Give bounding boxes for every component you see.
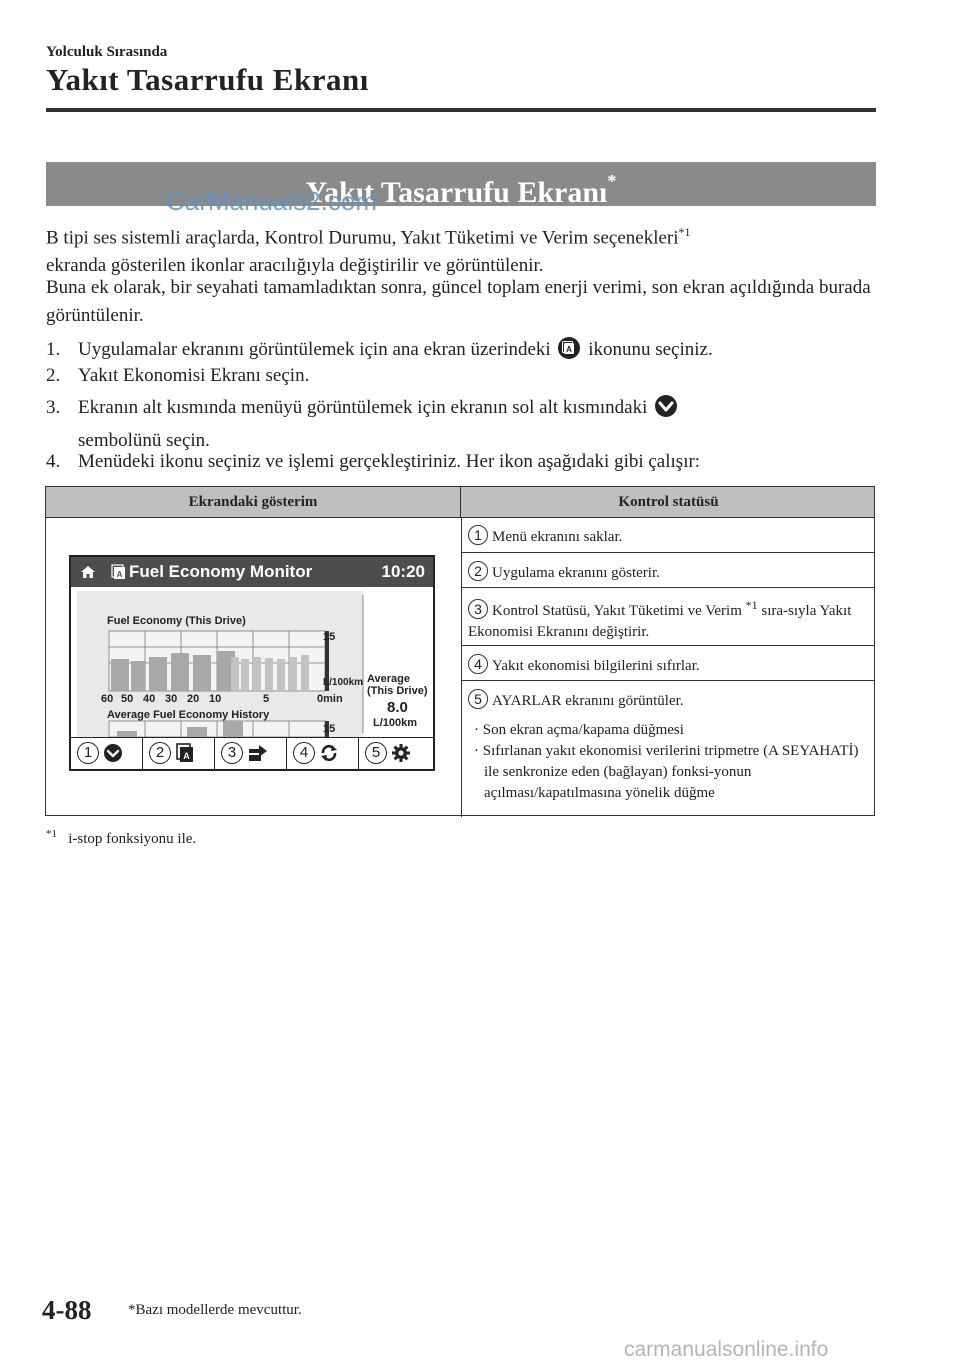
watermark-bottom[interactable]: carmanualsonline.info [624, 1338, 829, 1361]
callout-2: 2 [149, 742, 171, 764]
row-ref: *1 [745, 598, 758, 612]
callout-5: 5 [365, 742, 387, 764]
row-divider [462, 645, 875, 646]
banner-title: Yakıt Tasarrufu Ekranı [305, 176, 608, 209]
banner-mark: * [607, 171, 617, 191]
step-number: 4. [46, 451, 61, 472]
intro-ref: *1 [678, 225, 691, 239]
footnote-mark: *1 [46, 828, 57, 840]
table-header-display: Ekrandaki gösterim [46, 487, 461, 517]
table-row-2 [462, 557, 874, 588]
row-number: 2 [468, 561, 488, 581]
chart1-x-2: 40 [143, 693, 156, 705]
step-3 [46, 394, 876, 455]
row-number: 4 [468, 654, 488, 674]
row-number: 3 [468, 599, 488, 619]
average-value: 8.0 [387, 699, 408, 716]
table-header-status: Kontrol statüsü [618, 494, 719, 510]
section-kicker: Yolculuk Sırasında [46, 44, 168, 60]
step-2 [46, 362, 876, 390]
screen-title: Fuel Economy Monitor [129, 562, 313, 581]
svg-text:A: A [116, 570, 123, 579]
step-text: Yakıt Ekonomisi Ekranı seçin. [78, 365, 310, 386]
chart2-ymax: 15 [323, 723, 336, 735]
chart2-label: Average Fuel Economy History [107, 709, 270, 721]
settings-icon [391, 743, 411, 768]
table-row-3 [462, 591, 874, 647]
fuel-economy-screen [69, 555, 435, 771]
row-text-cont: sıra-sıyla Yakıt Ekonomisi Ekranını değiştirir. [468, 603, 852, 640]
svg-text:A: A [183, 751, 190, 761]
menu-button-apps[interactable] [143, 738, 215, 770]
screen-clock: 10:20 [381, 562, 425, 581]
row-text: Yakıt ekonomisi bilgilerini sıfırlar. [492, 658, 700, 674]
reference-table [45, 486, 875, 816]
menu-button-settings[interactable] [359, 738, 431, 770]
chart1-x-7: 0min [317, 693, 343, 705]
row-text: AYARLAR ekranını görüntüler. [492, 693, 684, 709]
menu-button-switch[interactable] [215, 738, 287, 770]
page-title: Yakıt Tasarrufu Ekranı [46, 62, 369, 97]
screen-menu-bar [71, 737, 433, 770]
page-footnote: *Bazı modellerde mevcuttur. [128, 1302, 302, 1318]
chart1-x-1: 50 [121, 693, 134, 705]
step-number: 1. [46, 339, 61, 360]
callout-3: 3 [221, 742, 243, 764]
table-row-1 [462, 521, 874, 552]
average-sub: (This Drive) [367, 685, 428, 697]
switch-icon [247, 743, 269, 768]
bullet-text: Sıfırlanan yakıt ekonomisi verilerini tripmetre (A SEYAHATİ) ile senkronize eden (bağlayan) fonksi-yonun açılması/kapatılmasına yönelik düğme [482, 743, 859, 801]
title-rule [46, 108, 876, 112]
table-row-4 [462, 650, 874, 681]
row-divider [462, 680, 875, 681]
watermark-top[interactable]: CarManuals2.com [166, 186, 377, 216]
step-text: Menüdeki ikonu seçiniz ve işlemi gerçekleştiriniz. Her ikon aşağıdaki gibi çalışır: [78, 451, 701, 472]
bullet-item: · Sıfırlanan yakıt ekonomisi verilerini tripmetre (A SEYAHATİ) ile senkronize eden (bağlayan) fonksi-yonun açılması/kapatılmasına yönelik düğme [474, 743, 859, 801]
menu-button-reset[interactable] [287, 738, 359, 770]
chart1-ymax: 15 [323, 631, 336, 643]
intro-text: B tipi ses sistemli araçlarda, Kontrol Durumu, Yakıt Tüketimi ve Verim seçenekleri [46, 227, 679, 249]
chart1-label: Fuel Economy (This Drive) [107, 615, 246, 627]
average-unit: L/100km [373, 717, 418, 729]
chart1-x-4: 20 [187, 693, 200, 705]
screen-body [71, 587, 433, 737]
row-text: Kontrol Statüsü, Yakıt Tüketimi ve Verim [492, 603, 742, 619]
chart1-x-3: 30 [165, 693, 178, 705]
step-4 [46, 448, 876, 476]
bullet-text: Son ekran açma/kapama düğmesi [482, 722, 684, 738]
chart1-unit: L/100km [323, 677, 364, 688]
intro-paragraph-2: Buna ek olarak, bir seyahati tamamladıktan sonra, güncel toplam enerji verimi, son ekran açıldığında burada görüntülenir. [46, 277, 871, 326]
callout-4: 4 [293, 742, 315, 764]
chevron-down-icon [654, 394, 678, 427]
footnote [46, 828, 196, 848]
svg-text:A: A [566, 345, 573, 354]
chart1-x-6: 5 [263, 693, 270, 705]
row-number: 1 [468, 525, 488, 545]
reset-icon [319, 743, 339, 768]
apps-icon [111, 564, 126, 585]
chart1-x-0: 60 [101, 693, 114, 705]
page-number: 4-88 [42, 1295, 92, 1325]
table-row-5 [462, 685, 874, 808]
step-text-after: sembolünü seçin. [78, 430, 210, 451]
menu-button-hide[interactable] [71, 738, 143, 770]
average-label: Average [367, 673, 411, 685]
step-text-after: ikonunu seçiniz. [588, 339, 713, 360]
row-divider [462, 587, 875, 588]
intro-text-cont: ekranda gösterilen ikonlar aracılığıyla değiştirilir ve görüntülenir. [46, 255, 544, 277]
chart1-x-5: 10 [209, 693, 222, 705]
step-number: 3. [46, 397, 61, 418]
screen-header [71, 557, 433, 587]
row-text: Menü ekranını saklar. [492, 529, 623, 545]
row-divider [462, 552, 875, 553]
step-text: Uygulamalar ekranını görüntülemek için ana ekran üzerindeki [78, 339, 551, 360]
footnote-text: i-stop fonksiyonu ile. [68, 831, 197, 847]
step-text: Ekranın alt kısmında menüyü görüntülemek için ekranın sol alt kısmındaki [78, 397, 648, 418]
table-header [46, 487, 874, 518]
bullet-item: · Son ekran açma/kapama düğmesi [474, 722, 684, 738]
home-icon[interactable] [79, 563, 97, 586]
chevron-down-icon [103, 743, 123, 768]
row-text: Uygulama ekranını gösterir. [492, 565, 660, 581]
step-number: 2. [46, 365, 61, 386]
apps-icon [175, 743, 195, 768]
row-number: 5 [468, 689, 488, 709]
intro-paragraph-1 [46, 218, 876, 280]
callout-1: 1 [77, 742, 99, 764]
